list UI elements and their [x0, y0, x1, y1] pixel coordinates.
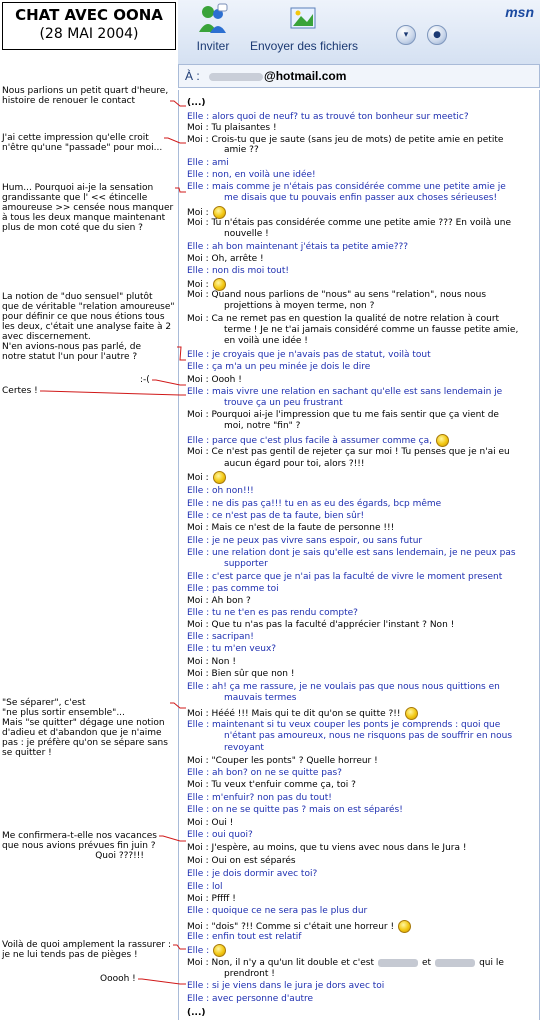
invite-label: Inviter	[196, 39, 230, 53]
chat-text: Elle : ah bon? on ne se quitte pas?	[187, 768, 342, 778]
chat-message-elle	[187, 830, 532, 840]
chat-message-moi	[187, 756, 532, 766]
chat-message-moi	[187, 290, 532, 300]
chat-message-elle	[187, 266, 532, 276]
chat-message-moi	[187, 657, 532, 667]
annotation-a3	[2, 183, 173, 233]
chat-text: Elle : non dis moi tout!	[187, 266, 290, 276]
chat-text: Elle : lol	[187, 882, 223, 892]
chat-message-elle	[187, 434, 532, 447]
chat-text: Moi : Tu plaisantes !	[187, 123, 277, 133]
annotation-line: "ne plus sortir ensemble"...	[2, 708, 125, 718]
annotation-line: à tous les deux manque maintenant	[2, 213, 166, 223]
chat-message-moi	[187, 471, 532, 484]
chat-message-moi	[187, 325, 540, 335]
title-line1: CHAT AVEC OONA	[15, 6, 163, 24]
annotation-line: Voilà de quoi amplement la rassurer :	[2, 940, 171, 950]
chat-text: trouve ça un peu frustrant	[224, 398, 343, 408]
smiley-emoticon-icon	[436, 434, 449, 447]
chat-text: Elle : ami	[187, 158, 229, 168]
chat-text: Elle : ce n'est pas de ta faute, bien sûr!	[187, 511, 365, 521]
chat-message-moi	[187, 843, 532, 853]
annotation-line: histoire de renouer le contact	[2, 96, 136, 106]
chat-text: Elle :	[187, 946, 210, 956]
annotation-line: avec discernement.	[2, 332, 91, 342]
chat-text: nouvelle !	[224, 229, 269, 239]
chat-text: amie ??	[224, 145, 259, 155]
chat-text: projettions à moyen terme, non ?	[224, 301, 375, 311]
annotation-line: je ne lui tends pas de pièges !	[2, 950, 138, 960]
chat-message-moi	[187, 254, 532, 264]
chat-text: Moi : Bien sûr que non !	[187, 669, 295, 679]
chat-text: revoyant	[224, 743, 264, 753]
chat-message-elle	[187, 768, 532, 778]
chat-text: moi, notre "fin" ?	[224, 421, 301, 431]
connector-line	[40, 391, 186, 395]
recipient-email-domain: @hotmail.com	[264, 69, 347, 83]
more-options-chevron-icon[interactable]: ▾	[396, 25, 416, 45]
chat-message-elle	[187, 511, 532, 521]
annotation-line: Nous parlions un petit quart d'heure,	[2, 86, 169, 96]
chat-text: Elle : oh non!!!	[187, 486, 254, 496]
annotation-a7	[2, 698, 168, 758]
chat-text: en voilà une idée !	[224, 336, 308, 346]
chat-text: Elle : c'est parce que je n'ai pas la faculté de vivre le moment present	[187, 572, 503, 582]
annotation-a1	[2, 86, 168, 106]
chat-text: Elle : m'enfuir? non pas du tout!	[187, 793, 332, 803]
chat-text: Moi :	[187, 208, 209, 218]
chat-message-elle	[187, 170, 532, 180]
chat-message-elle	[187, 499, 532, 509]
chat-ellipsis	[187, 1008, 532, 1018]
chat-text: Elle : quoique ce ne sera pas le plus dur	[187, 906, 368, 916]
chat-message-elle	[187, 632, 532, 642]
chat-text: terme ! Je ne t'ai jamais considéré comme un fausse petite amie,	[224, 325, 519, 335]
chat-message-elle	[187, 869, 532, 879]
annotation-a6	[2, 386, 38, 396]
chat-ellipsis	[187, 98, 532, 108]
chat-message-elle	[187, 882, 532, 892]
chat-text: Elle : on ne se quitte pas ? mais on est séparés!	[187, 805, 403, 815]
chat-text: Elle : maintenant si tu veux couper les ponts je comprends : quoi que	[187, 720, 501, 730]
chat-message-moi	[187, 336, 540, 346]
chat-text: Moi : Quand nous parlions de "nous" au sens "relation", nous nous	[187, 290, 487, 300]
annotation-line: Ooooh !	[100, 974, 136, 984]
recipient-bar	[178, 64, 540, 88]
chat-message-elle	[187, 242, 532, 252]
chat-text: Elle : tu m'en veux?	[187, 644, 277, 654]
annotation-line: Quoi ???!!!	[95, 851, 144, 861]
chat-message-elle	[187, 805, 532, 815]
annotation-a4	[2, 292, 175, 362]
chat-message-moi	[187, 969, 540, 979]
chat-message-moi	[187, 135, 532, 145]
to-label: À :	[185, 69, 200, 83]
chat-message-moi	[187, 780, 532, 790]
chat-text: me disais que tu pouvais enfin passer aux choses sérieuses!	[224, 193, 498, 203]
invite-button[interactable]	[190, 2, 236, 53]
chat-text: Moi : Que tu n'as pas la faculté d'apprécier l'instant ? Non !	[187, 620, 455, 630]
chat-text: Moi : J'espère, au moins, que tu viens avec nous dans le Jura !	[187, 843, 467, 853]
chat-text: Elle : une relation dont je sais qu'elle est sans lendemain, je ne peux pas	[187, 548, 516, 558]
chat-text: prendront !	[224, 969, 275, 979]
chat-text: Elle : alors quoi de neuf? tu as trouvé ton bonheur sur meetic?	[187, 112, 469, 122]
chat-text: Elle : je dois dormir avec toi?	[187, 869, 318, 879]
chat-message-moi	[187, 459, 540, 469]
annotation-line: plus de mon coté que du sien ?	[2, 223, 143, 233]
chat-text: qui le	[479, 958, 504, 968]
chat-text: Elle : ça m'a un peu minée je dois le dire	[187, 362, 371, 372]
chat-message-elle	[187, 932, 532, 942]
toolbar-round-buttons	[396, 24, 453, 45]
chat-message-moi	[187, 856, 532, 866]
chat-message-elle	[187, 398, 540, 408]
chat-text: Elle : sacripan!	[187, 632, 254, 642]
chat-text: Elle : ne dis pas ça!!! tu en as eu des égards, bcp même	[187, 499, 442, 509]
annotation-a10	[100, 974, 136, 984]
chat-text: Elle : tu ne t'en es pas rendu compte?	[187, 608, 358, 618]
chat-text: Elle : je croyais que je n'avais pas de statut, voilà tout	[187, 350, 431, 360]
chat-text: Elle : non, en voilà une idée!	[187, 170, 316, 180]
chat-text: Moi : Tu veux t'enfuir comme ça, toi ?	[187, 780, 356, 790]
chat-text: Moi : Tu n'étais pas considérée comme une petite amie ??? En voilà une	[187, 218, 512, 228]
chat-message-elle	[187, 682, 532, 692]
chat-text: mauvais termes	[224, 693, 297, 703]
chat-message-elle	[187, 743, 540, 753]
chat-message-elle	[187, 906, 532, 916]
annotation-line: pas : je préfère qu'on se sépare sans	[2, 738, 168, 748]
chat-text: Moi : Oui !	[187, 818, 234, 828]
chat-text: Moi : Pourquoi ai-je l'impression que tu me fais sentir que ça vient de	[187, 410, 499, 420]
annotation-line: Me confirmera-t-elle nos vacances	[2, 831, 157, 841]
annotation-line: se quitter !	[2, 748, 52, 758]
annotation-line: "Se séparer", c'est	[2, 698, 86, 708]
annotation-line: Hum... Pourquoi ai-je la sensation	[2, 183, 154, 193]
chat-message-elle	[187, 350, 532, 360]
annotation-line: pour définir ce que nous étions tous	[2, 312, 165, 322]
chat-message-moi	[187, 894, 532, 904]
chat-message-elle	[187, 158, 532, 168]
chat-message-elle	[187, 536, 532, 546]
redacted-name	[378, 959, 418, 967]
chat-message-elle	[187, 559, 540, 569]
redacted-email-user	[209, 73, 263, 81]
chat-text: Moi :	[187, 280, 209, 290]
chat-message-elle	[187, 362, 532, 372]
send-files-label: Envoyer des fichiers	[249, 39, 359, 53]
chat-text: Elle : ah! ça me rassure, je ne voulais pas que nous nous quittions en	[187, 682, 500, 692]
chat-message-elle	[187, 387, 532, 397]
chat-text: Moi : Hééé !!! Mais qui te dit qu'on se quitte ?!!	[187, 709, 401, 719]
chat-text: n'étant pas amoureux, nous ne risquons pas de souffrir en nous	[224, 731, 513, 741]
chat-message-elle	[187, 193, 540, 203]
annotation-line: J'ai cette impression qu'elle croit	[2, 133, 149, 143]
chat-message-moi	[187, 707, 532, 720]
chat-message-elle	[187, 720, 532, 730]
annotation-a2	[2, 133, 162, 153]
chat-message-elle	[187, 572, 532, 582]
chat-message-moi	[187, 301, 540, 311]
chat-text: Elle : ah bon maintenant j'étais ta petite amie???	[187, 242, 409, 252]
contact-status-icon[interactable]: ●	[427, 25, 447, 45]
smiley-emoticon-icon	[213, 944, 226, 957]
annotation-a9	[2, 940, 171, 960]
chat-text: Moi : "dois" ?!! Comme si c'était une horreur !	[187, 922, 395, 932]
chat-text: Moi : Mais ce n'est de la faute de personne !!!	[187, 523, 395, 533]
chat-message-moi	[187, 314, 532, 324]
chat-message-elle	[187, 731, 540, 741]
chat-message-moi	[187, 421, 540, 431]
chat-message-elle	[187, 944, 532, 957]
invite-buddy-icon	[196, 2, 230, 36]
annotation-line: notre statut l'un pour l'autre ?	[2, 352, 138, 362]
annotation-line: que de véritable "relation amoureuse"	[2, 302, 175, 312]
annotation-a5	[140, 375, 150, 385]
toolbar	[178, 0, 540, 65]
chat-text: Moi : Crois-tu que je saute (sans jeu de mots) de petite amie en petite	[187, 135, 504, 145]
chat-message-moi	[187, 410, 532, 420]
chat-text: Moi : Ca ne remet pas en question la qualité de notre relation à court	[187, 314, 500, 324]
title-box	[2, 2, 176, 50]
send-files-icon	[287, 2, 321, 36]
annotation-line: n'être qu'une "passade" pour moi...	[2, 143, 163, 153]
chat-message-moi	[187, 596, 532, 606]
chat-text: Elle : oui quoi?	[187, 830, 253, 840]
chat-transcript	[178, 90, 540, 1020]
chat-text: Moi : Oh, arrête !	[187, 254, 264, 264]
chat-text: Moi : Oooh !	[187, 375, 242, 385]
chat-message-elle	[187, 994, 532, 1004]
chat-text: Moi : Ah bon ?	[187, 596, 251, 606]
chat-message-elle	[187, 608, 532, 618]
chat-text: aucun égard pour toi, alors ?!!!	[224, 459, 365, 469]
annotation-line: Mais "se quitter" dégage une notion	[2, 718, 165, 728]
annotation-line: amoureuse >> censée nous manquer	[2, 203, 174, 213]
annotation-line: les deux, c'était une analyse faite à 2	[2, 322, 172, 332]
chat-message-elle	[187, 644, 532, 654]
chat-message-moi	[187, 818, 532, 828]
annotation-line: Certes !	[2, 386, 38, 396]
smiley-emoticon-icon	[213, 471, 226, 484]
chat-message-moi	[187, 218, 532, 228]
chat-text: Elle : pas comme toi	[187, 584, 279, 594]
chat-text: Moi : "Couper les ponts" ? Quelle horreur !	[187, 756, 378, 766]
chat-text: Moi : Non, il n'y a qu'un lit double et c'est	[187, 958, 374, 968]
chat-text: (...)	[187, 98, 206, 108]
redacted-name	[435, 959, 475, 967]
annotation-line: que nous avions prévues fin juin ?	[2, 841, 156, 851]
chat-message-elle	[187, 693, 540, 703]
chat-text: Elle : mais vivre une relation en sachant qu'elle est sans lendemain je	[187, 387, 503, 397]
smiley-emoticon-icon	[405, 707, 418, 720]
chat-text: Elle : si je viens dans le jura je dors avec toi	[187, 981, 385, 991]
chat-message-elle	[187, 486, 532, 496]
chat-text: Elle : je ne peux pas vivre sans espoir, ou sans futur	[187, 536, 423, 546]
send-files-button[interactable]	[242, 2, 366, 53]
chat-message-moi	[187, 958, 532, 968]
chat-text: Moi : Oui on est séparés	[187, 856, 296, 866]
annotation-line: grandissante que l' << étincelle	[2, 193, 148, 203]
chat-text: Moi :	[187, 473, 209, 483]
chat-message-elle	[187, 584, 532, 594]
chat-message-elle	[187, 793, 532, 803]
title-line2: (28 MAI 2004)	[39, 26, 139, 42]
chat-text: Elle : avec personne d'autre	[187, 994, 314, 1004]
chat-text: supporter	[224, 559, 268, 569]
chat-message-elle	[187, 981, 532, 991]
annotation-a8	[2, 831, 157, 861]
chat-message-elle	[187, 112, 532, 122]
chat-text: Elle : enfin tout est relatif	[187, 932, 302, 942]
annotation-line: d'adieu et d'abandon que je n'aime	[2, 728, 162, 738]
chat-message-moi	[187, 620, 532, 630]
chat-message-moi	[187, 447, 532, 457]
chat-text: Moi : Ce n'est pas gentil de rejeter ça sur moi ! Tu penses que je n'ai eu	[187, 447, 510, 457]
annotation-line: La notion de "duo sensuel" plutôt	[2, 292, 153, 302]
chat-message-moi	[187, 669, 532, 679]
chat-message-moi	[187, 375, 532, 385]
chat-message-elle	[187, 182, 532, 192]
chat-message-moi	[187, 229, 540, 239]
chat-text: Elle : mais comme je n'étais pas considérée comme une petite amie je	[187, 182, 506, 192]
chat-message-moi	[187, 145, 540, 155]
annotation-line: N'en avions-nous pas parlé, de	[2, 342, 141, 352]
chat-text: Moi : Non !	[187, 657, 236, 667]
annotation-line: :-(	[140, 375, 150, 385]
chat-text: et	[421, 958, 432, 968]
chat-text: (...)	[187, 1008, 206, 1018]
msn-logo: msn	[505, 4, 534, 20]
chat-text: Elle : parce que c'est plus facile à assumer comme ça,	[187, 436, 432, 446]
chat-message-elle	[187, 548, 532, 558]
chat-message-moi	[187, 123, 532, 133]
chat-text: Moi : Pffff !	[187, 894, 236, 904]
chat-message-moi	[187, 523, 532, 533]
